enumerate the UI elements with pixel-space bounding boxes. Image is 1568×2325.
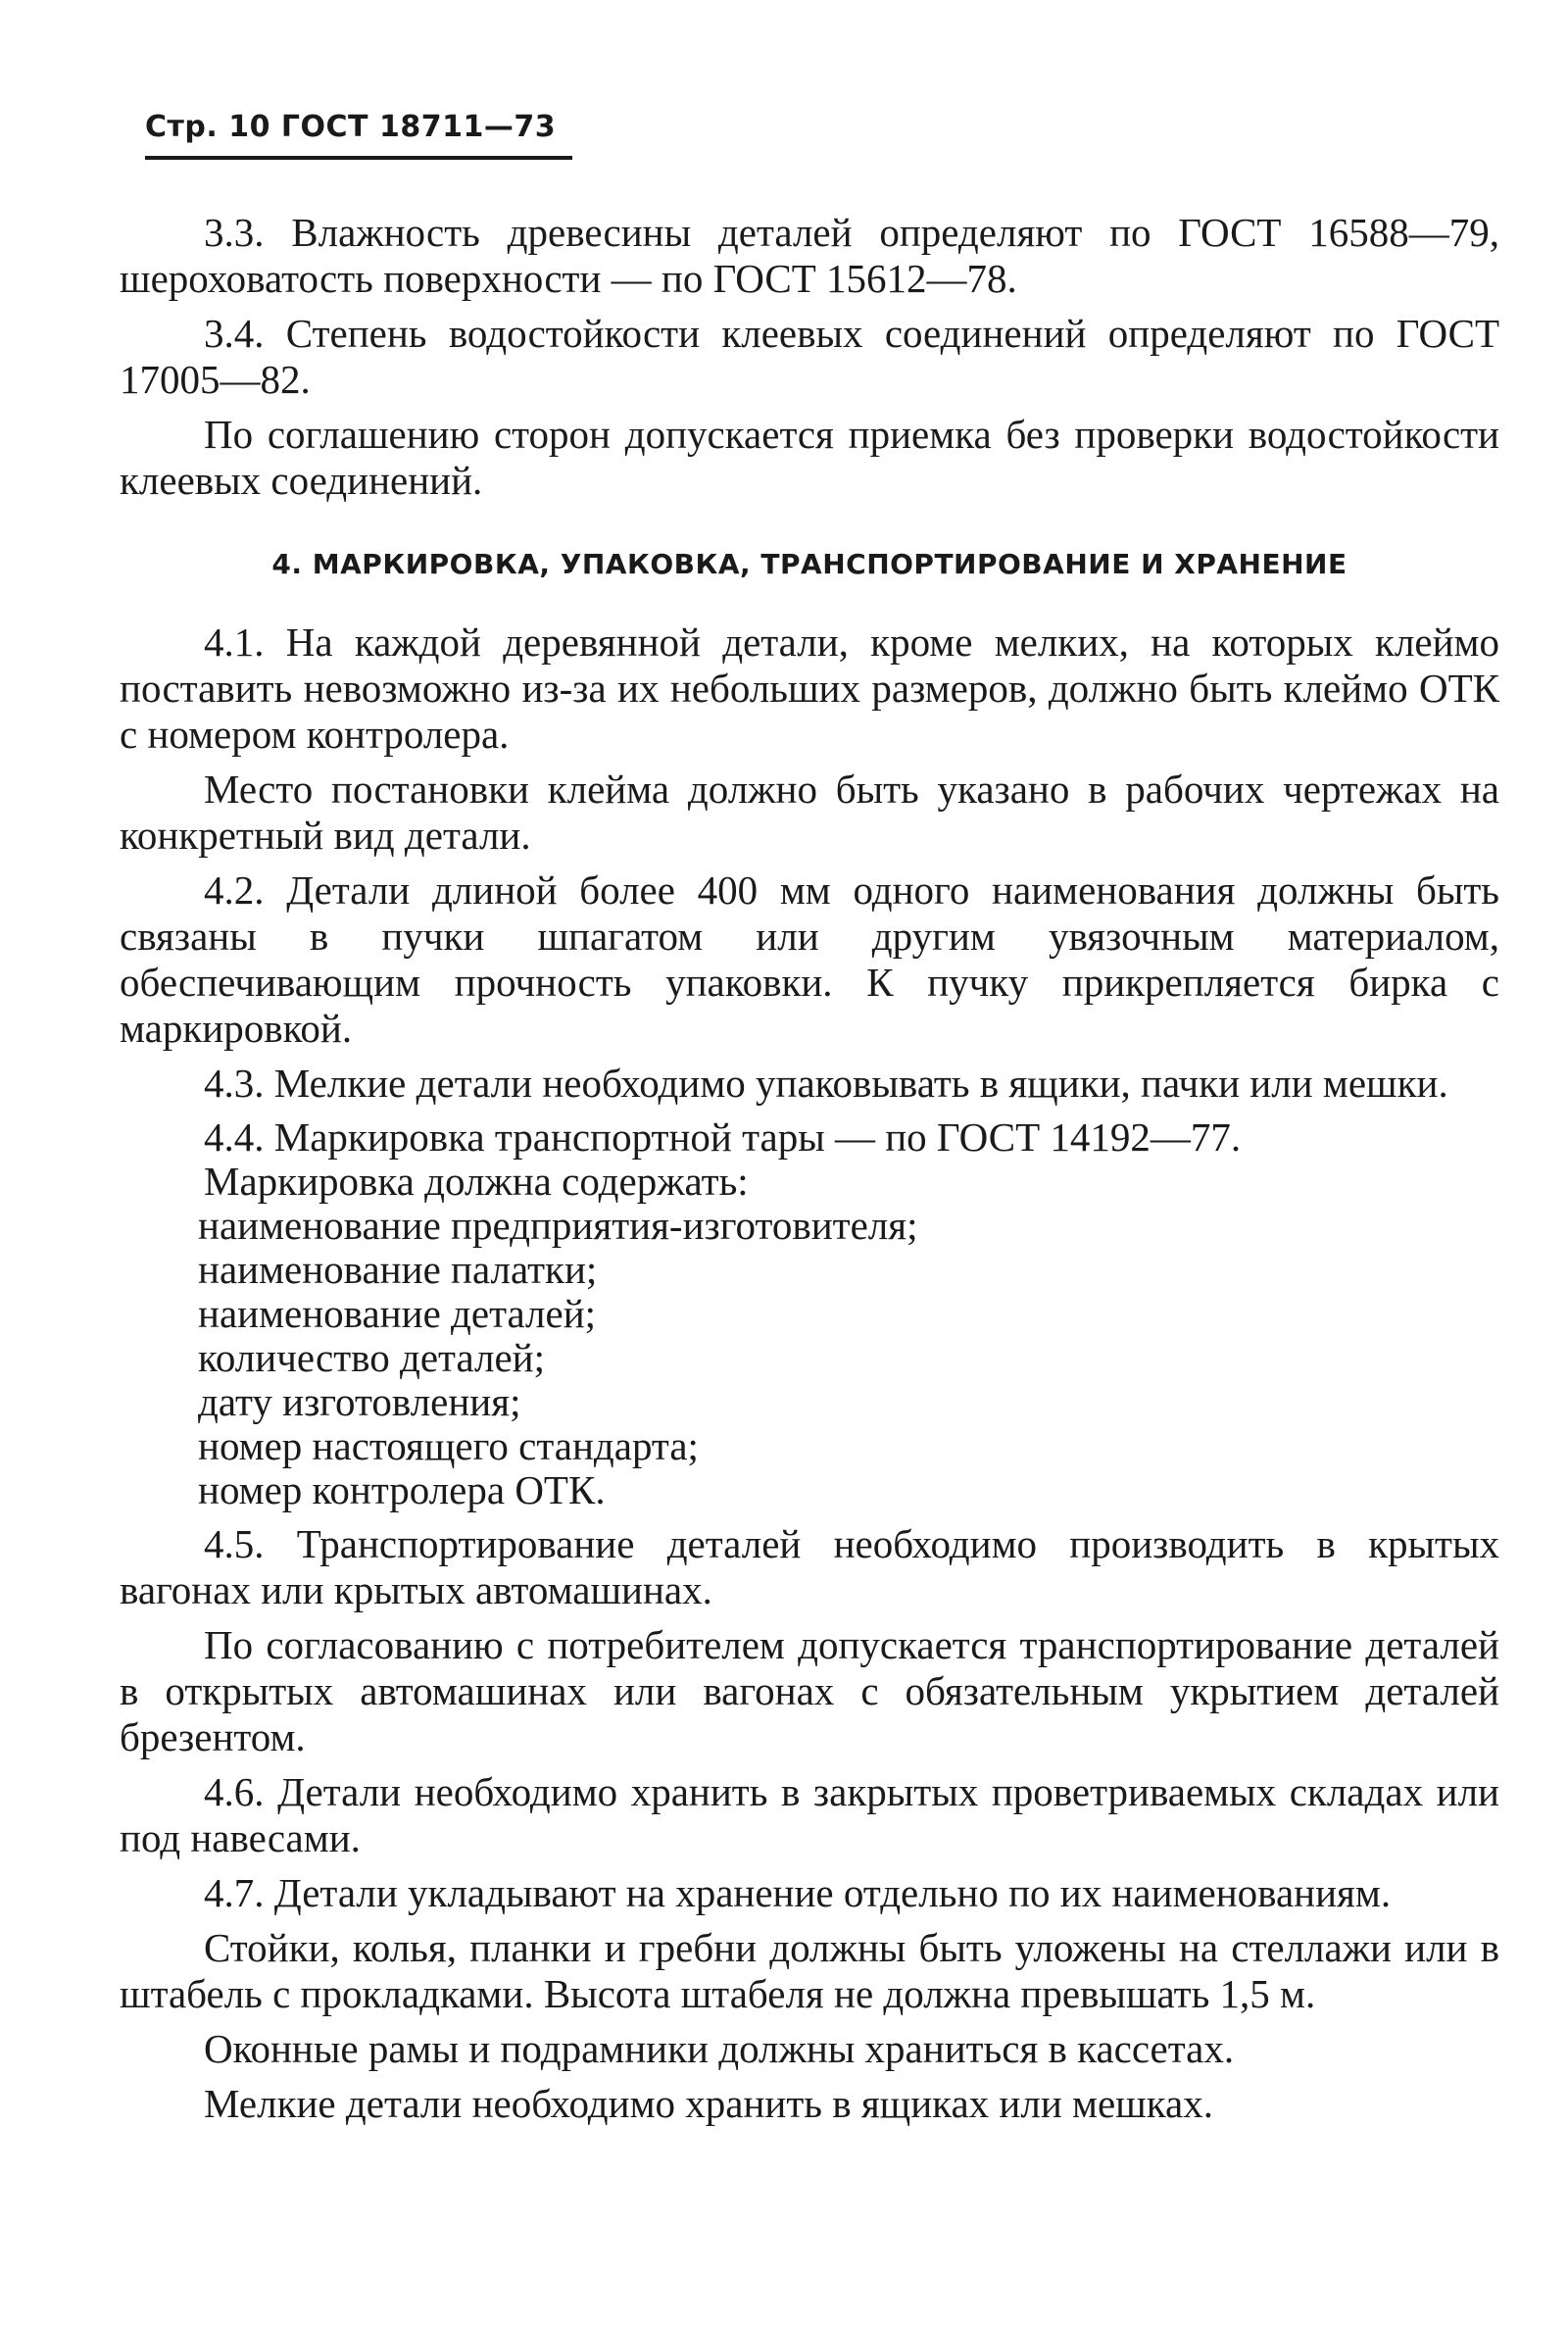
paragraph-3-3: 3.3. Влажность древесины деталей определяют по ГОСТ 16588—79, шероховатость поверхности — по ГОСТ 15612—78. bbox=[120, 210, 1499, 301]
paragraph-4-1: 4.1. На каждой деревянной детали, кроме мелких, на которых клеймо поставить невозможно из-за их небольших размеров, должно быть клеймо ОТК с номером контролера. bbox=[120, 619, 1499, 757]
paragraph-4-2: 4.2. Детали длиной более 400 мм одного наименования должны быть связаны в пучки шпагатом или другим увязочным материалом, обеспечивающим прочность упаковки. К пучку прикрепляется бирка с маркировкой. bbox=[120, 867, 1499, 1051]
document-body bbox=[120, 210, 1499, 2136]
paragraph-4-4-lead: Маркировка должна содержать: bbox=[204, 1159, 749, 1204]
section-heading-4: 4. МАРКИРОВКА, УПАКОВКА, ТРАНСПОРТИРОВАНИЕ И ХРАНЕНИЕ bbox=[271, 548, 1348, 580]
paragraph-4-6: 4.6. Детали необходимо хранить в закрытых проветриваемых складах или под навесами. bbox=[120, 1769, 1499, 1860]
paragraph-4-7-stacking: Стойки, колья, планки и гребни должны быть уложены на стеллажи или в штабель с прокладками. Высота штабеля не должна превышать 1,5 м. bbox=[120, 1925, 1499, 2016]
paragraph-3-4-note: По соглашению сторон допускается приемка без проверки водостойкости клеевых соединений. bbox=[120, 412, 1499, 503]
list-item: номер контролера ОТК. bbox=[198, 1467, 606, 1512]
paragraph-4-5-note: По согласованию с потребителем допускается транспортирование деталей в открытых автомашинах или вагонах с обязательным укрытием деталей брезентом. bbox=[120, 1622, 1499, 1759]
paragraph-4-1-note: Место постановки клейма должно быть указано в рабочих чертежах на конкретный вид детали. bbox=[120, 767, 1499, 858]
list-item: наименование палатки; bbox=[198, 1247, 598, 1292]
list-item: дату изготовления; bbox=[198, 1379, 521, 1424]
paragraph-4-7-frames: Оконные рамы и подрамники должны храниться в кассетах. bbox=[204, 2026, 1235, 2071]
list-item: наименование предприятия-изготовителя; bbox=[198, 1203, 918, 1248]
paragraph-4-4: 4.4. Маркировка транспортной тары — по ГОСТ 14192—77. bbox=[204, 1114, 1242, 1160]
paragraph-4-3: 4.3. Мелкие детали необходимо упаковывать в ящики, пачки или мешки. bbox=[204, 1061, 1448, 1106]
marking-list bbox=[120, 1204, 1499, 1512]
list-item: наименование деталей; bbox=[198, 1291, 597, 1336]
list-item: количество деталей; bbox=[198, 1335, 546, 1380]
page-header: Стр. 10 ГОСТ 18711—73 bbox=[145, 110, 572, 160]
list-item: номер настоящего стандарта; bbox=[198, 1423, 699, 1468]
paragraph-4-5: 4.5. Транспортирование деталей необходимо производить в крытых вагонах или крытых автомашинах. bbox=[120, 1521, 1499, 1612]
paragraph-3-4: 3.4. Степень водостойкости клеевых соединений определяют по ГОСТ 17005—82. bbox=[120, 311, 1499, 402]
paragraph-4-7: 4.7. Детали укладывают на хранение отдельно по их наименованиям. bbox=[204, 1870, 1392, 1915]
paragraph-4-7-small-parts: Мелкие детали необходимо хранить в ящиках или мешках. bbox=[204, 2081, 1213, 2126]
